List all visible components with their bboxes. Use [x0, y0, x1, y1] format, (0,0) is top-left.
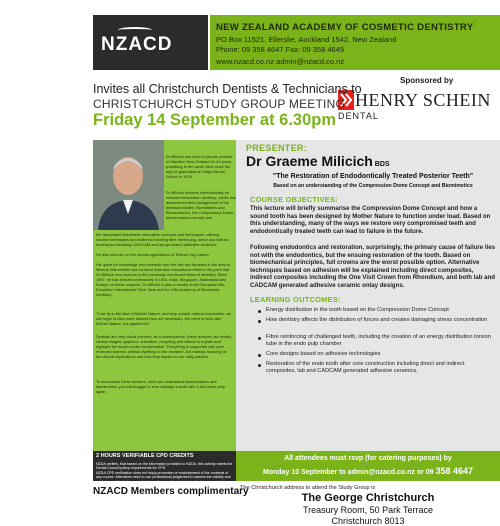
- bio-paragraph: the associated biomimetic restorative concepts and techniques, utilizing modern techniques and material including fibre reinforcing, direct and indirect techniques including CAD/CAM and lab generated adhesive ceramics.: [96, 232, 229, 247]
- bio-paragraph: Dr Milicich has been in private practice in Hamilton New Zealand for 40 years, practicing in the same clinic since the day he graduated at Otago Dental School in 1976.: [166, 154, 233, 179]
- rsvp-email-line: Monday 10 September to admin@nzacd.co.nz: [262, 469, 415, 476]
- cpd-title: 2 HOURS VERIFIABLE CPD CREDITS: [96, 453, 194, 459]
- venue-intro: The Christchurch address to attend the Study Group is: [240, 485, 376, 491]
- rsvp-or: or 09: [414, 469, 436, 476]
- outcome-item: Restoration of the endo tooth after core construction including direct and indirect composites, lab and CADCAM generated adhesive ceramics.: [266, 361, 465, 375]
- presenter-fullname: Graeme Milicich: [265, 153, 373, 169]
- cpd-text: NZDA verifies, that based on the information provided to NZDA, this activity meets the Dental Council policy requirements for CPD.: [96, 462, 233, 471]
- org-phone: Phone: 09 358 4647 Fax: 09 358 4649: [216, 45, 345, 54]
- lecture-title: "The Restoration of Endodontically Treated Posterior Teeth": [272, 173, 474, 180]
- bullet-icon: [258, 320, 261, 323]
- meeting-name: CHRISTCHURCH STUDY GROUP MEETING: [93, 97, 345, 111]
- outcomes-heading: LEARNING OUTCOMES:: [250, 295, 341, 304]
- objectives-paragraph: This lecture will briefly summarise the Compression Dome Concept and how a sound tooth has been designed by Mother Nature to function under load. Based on this understanding, many of the ways we restore very compromised teeth and endodontically treated teeth can lead to failure in the future.: [250, 205, 491, 235]
- bio-quote: "If we fly in the face of Mother Nature, and stop outside natural boundaries, we will begin to face more failures than are necessary. We need to work with Mother Nature, not against her".: [96, 311, 232, 326]
- bio-paragraph: Dentists are very visual learners, as a consequence, these lectures use mostly clinical images, graphics, animation, morphing and videos to explain and highlight the issues under consideration. Everything is supported with peer reviewed science, without dwelling on the research, but instead, focusing on the clinical implications and how they impact on our daily practice.: [96, 334, 232, 359]
- org-address: PO Box 11521, Ellerslie, Auckland 1542, New Zealand: [216, 35, 397, 44]
- objectives-paragraph: Following endodontics and restoration, surprisingly, the primary cause of failure lies not with the endodontics, but the ensuing restoration of the tooth. Based on biomechanical principles, full crowns are the worst possible option. Alternative techniques based on adhesion will be explained including direct composites, indirect composites including the One Visit Crown from Rhondium, and both lab and CADCAM generated adhesive ceramic onlay designs.: [250, 244, 496, 289]
- venue-name: The George Christchurch: [301, 492, 435, 504]
- org-web: www.nzacd.co.nz admin@nzacd.co.nz: [216, 57, 345, 66]
- venue-city: Christchurch 8013: [331, 516, 405, 526]
- outcome-item: Energy distribution in the tooth based on the Compression Dome Concept: [266, 307, 449, 313]
- event-date: Friday 14 September at 6.30pm: [93, 111, 337, 129]
- lecture-subtitle: Based on an understanding of the Compression Dome Concept and Biomimetics: [273, 183, 473, 189]
- bullet-icon: [258, 354, 261, 357]
- org-name: NEW ZEALAND ACADEMY OF COSMETIC DENTISTRY: [216, 22, 474, 33]
- outcome-item: Core designs based on adhesive technologies: [266, 351, 381, 357]
- presenter-photo: [93, 140, 164, 230]
- rsvp-phone: 358 4647: [435, 466, 474, 476]
- presenter-label: PRESENTER:: [246, 143, 308, 153]
- logo-text: NZACD: [101, 34, 173, 55]
- bio-paragraph: To summarise these lectures, once you understand biomechanics and biomimetics, you will struggle to ever damage a tooth with a full crown prep again.: [96, 379, 226, 394]
- sponsor-division: DENTAL: [338, 111, 379, 121]
- cpd-text: NZDA CPD verification does not imply promotion or endorsement of the contents of any course. Attendees need to use professional judgement to assess the validity and usefulness of techniques, materials or therapeutic products to their own practice.: [96, 471, 231, 484]
- venue-address: Treasury Room, 50 Park Terrace: [302, 505, 434, 515]
- presenter-credential: BDS: [372, 161, 390, 168]
- outcome-item: How dentistry affects the distribution of forces and creates damaging stress concentration: [266, 317, 488, 323]
- bullet-icon: [258, 310, 261, 313]
- rsvp-deadline: [236, 466, 500, 476]
- sponsor-name: HENRY SCHEIN: [355, 90, 491, 110]
- bio-paragraph: He also lectures on the clinical applications of Erbium-Yag Lasers.: [96, 252, 210, 257]
- bullet-icon: [258, 364, 261, 367]
- bio-paragraph: Dr Milicich lectures internationally on minimal intervention dentistry, caries risk assessment and management of the diseased biofilm, Biomimetics and Biomechanics, the Compression Dome biomechanics concept and: [166, 190, 236, 220]
- sponsor-label: Sponsored by: [400, 76, 454, 85]
- objectives-heading: COURSE OBJECTIVES:: [250, 195, 338, 204]
- logo-swoosh-icon: [118, 27, 152, 33]
- presenter-name: [246, 153, 390, 169]
- members-note: NZACD Members complimentary: [93, 486, 249, 497]
- bio-paragraph: His quest for knowledge and research over the last two decades in the area of Mineral Intervention has involved extensive educational effort to the point that Dr Milicich now lectures in the previously mentioned fields of dentistry. Since 1997, he has lectured extensively in USA, India, Singapore, Australasia and Europe on these subjects. Dr Milicich is also a mentor to the European Bio-Emulation International Think Tank and the USA Academy of Biomimetic Dentistry.: [96, 262, 231, 297]
- invitation-line: Invites all Christchurch Dentists & Technicians to: [93, 82, 362, 96]
- rsvp-text: All attendees must rsvp (for catering purposes) by: [284, 455, 452, 462]
- bullet-icon: [258, 337, 261, 340]
- presenter-prefix: Dr: [246, 153, 266, 169]
- outcome-item: Fibre reinforcing of challenged teeth, including the creation of an energy distribution torsion tube in the endo pulp chamber: [266, 334, 491, 348]
